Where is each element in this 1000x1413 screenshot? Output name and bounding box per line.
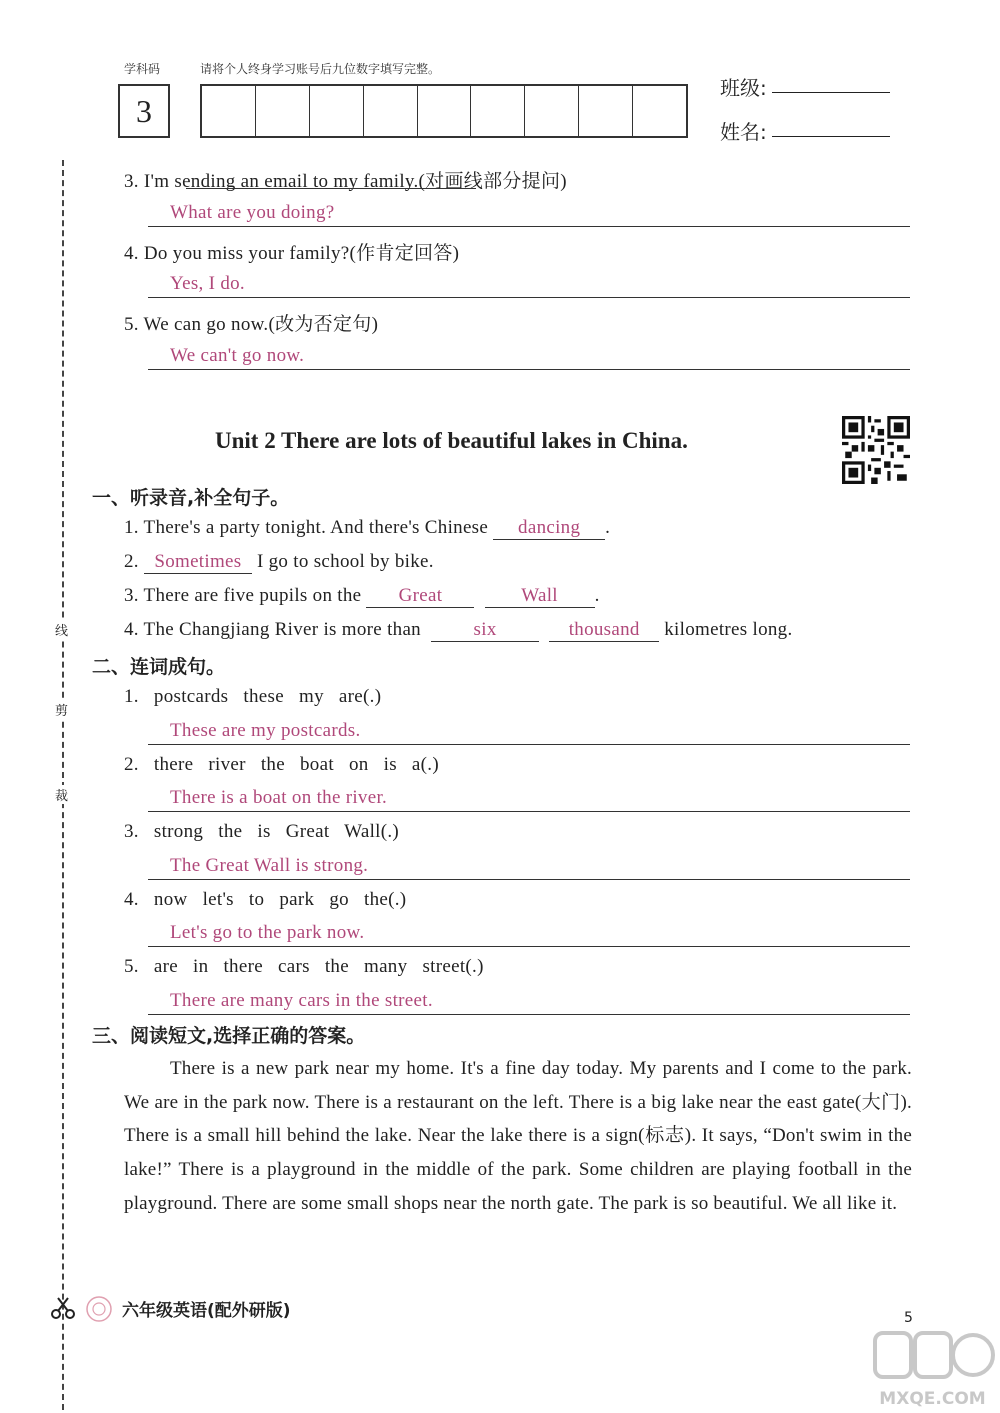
account-digit-boxes[interactable] bbox=[200, 84, 688, 138]
section-3-heading: 三、阅读短文,选择正确的答案。 bbox=[92, 1025, 366, 1047]
blank-answer[interactable]: thousand bbox=[549, 619, 659, 642]
blank-answer[interactable]: Great bbox=[366, 585, 474, 608]
name-label: 姓名: bbox=[720, 120, 767, 144]
digit-box[interactable] bbox=[633, 86, 686, 136]
scramble-words-3: 3. strong the is Great Wall(.) bbox=[124, 821, 400, 842]
scramble-words-5: 5. are in there cars the many street(.) bbox=[124, 956, 484, 977]
blank-answer[interactable]: Sometimes bbox=[144, 551, 252, 574]
scramble-words-1: 1. postcards these my are(.) bbox=[124, 686, 382, 707]
blank-answer[interactable]: six bbox=[431, 619, 539, 642]
digit-box[interactable] bbox=[525, 86, 579, 136]
answer-line[interactable] bbox=[148, 946, 910, 947]
scramble-answer-1: These are my postcards. bbox=[170, 720, 361, 741]
scramble-answer-4: Let's go to the park now. bbox=[170, 922, 365, 943]
answer-3: What are you doing? bbox=[170, 202, 335, 223]
answer-4: Yes, I do. bbox=[170, 273, 245, 294]
answer-line[interactable] bbox=[148, 744, 910, 745]
digit-box[interactable] bbox=[310, 86, 364, 136]
question-3: 3. I'm sending an email to my family.(对画线部分提问) bbox=[124, 171, 567, 192]
answer-line[interactable] bbox=[148, 369, 910, 370]
qr-code-icon[interactable] bbox=[842, 416, 910, 484]
cut-label: 线 bbox=[55, 620, 68, 639]
scramble-words-4: 4. now let's to park go the(.) bbox=[124, 889, 407, 910]
listen-item-4: 4. The Changjiang River is more than six thousand kilometres long. bbox=[124, 619, 793, 640]
footer-book-title: 六年级英语(配外研版) bbox=[122, 1301, 291, 1321]
blank-answer[interactable]: Wall bbox=[485, 585, 595, 608]
question-underline bbox=[186, 188, 476, 189]
section-2-heading: 二、连词成句。 bbox=[92, 656, 226, 678]
passage-text: There is a new park near my home. It's a fine day today. My parents and I come to the park. We are in the park now. There is a restaurant on the left. There is a big lake near the east gate(大门). There is a small hill behind the lake. Near the lake there is a sign(标志). It says, “Don't swim in the lake!” There is a playground in the middle of the park. Some children are playing football in the playground. There are some small shops near the north gate. The park is so beautiful. We all like it. bbox=[124, 1058, 912, 1214]
watermark-text: MXQE.COM bbox=[879, 1389, 986, 1409]
digit-box[interactable] bbox=[256, 86, 310, 136]
class-field[interactable] bbox=[772, 92, 890, 93]
scramble-words-2: 2. there river the boat on is a(.) bbox=[124, 754, 439, 775]
page-number: 5 bbox=[904, 1310, 913, 1326]
answer-5: We can't go now. bbox=[170, 345, 305, 366]
listen-item-2: 2. Sometimes I go to school by bike. bbox=[124, 551, 434, 572]
answer-line[interactable] bbox=[148, 226, 910, 227]
section-1-heading: 一、听录音,补全句子。 bbox=[92, 487, 290, 509]
unit-title: Unit 2 There are lots of beautiful lakes in China. bbox=[215, 428, 688, 453]
digit-box[interactable] bbox=[202, 86, 256, 136]
listen-item-3: 3. There are five pupils on the Great Wall . bbox=[124, 585, 600, 606]
answer-line[interactable] bbox=[148, 297, 910, 298]
answer-line[interactable] bbox=[148, 811, 910, 812]
digit-box[interactable] bbox=[471, 86, 525, 136]
digit-box[interactable] bbox=[364, 86, 418, 136]
name-field[interactable] bbox=[772, 136, 890, 137]
cut-label: 剪 bbox=[55, 700, 68, 719]
class-label: 班级: bbox=[720, 76, 767, 100]
instruction-text: 请将个人终身学习账号后九位数字填写完整。 bbox=[200, 62, 441, 76]
scramble-answer-3: The Great Wall is strong. bbox=[170, 855, 369, 876]
subject-code-label: 学科码 bbox=[124, 62, 161, 76]
answer-line[interactable] bbox=[148, 1014, 910, 1015]
digit-box[interactable] bbox=[418, 86, 472, 136]
reading-passage bbox=[124, 1052, 912, 1221]
footer-flower-icon bbox=[82, 1294, 116, 1324]
scramble-answer-2: There is a boat on the river. bbox=[170, 787, 388, 808]
question-5: 5. We can go now.(改为否定句) bbox=[124, 314, 379, 335]
question-4: 4. Do you miss your family?(作肯定回答) bbox=[124, 243, 460, 264]
watermark-logo-icon bbox=[870, 1325, 995, 1385]
scissors-icon bbox=[50, 1296, 76, 1320]
watermark bbox=[870, 1325, 995, 1410]
answer-line[interactable] bbox=[148, 879, 910, 880]
blank-answer[interactable]: dancing bbox=[493, 517, 605, 540]
subject-code-box: 3 bbox=[118, 84, 170, 138]
cut-label: 裁 bbox=[55, 785, 68, 804]
scramble-answer-5: There are many cars in the street. bbox=[170, 990, 433, 1011]
listen-item-1: 1. There's a party tonight. And there's Chinese dancing . bbox=[124, 517, 611, 538]
digit-box[interactable] bbox=[579, 86, 633, 136]
